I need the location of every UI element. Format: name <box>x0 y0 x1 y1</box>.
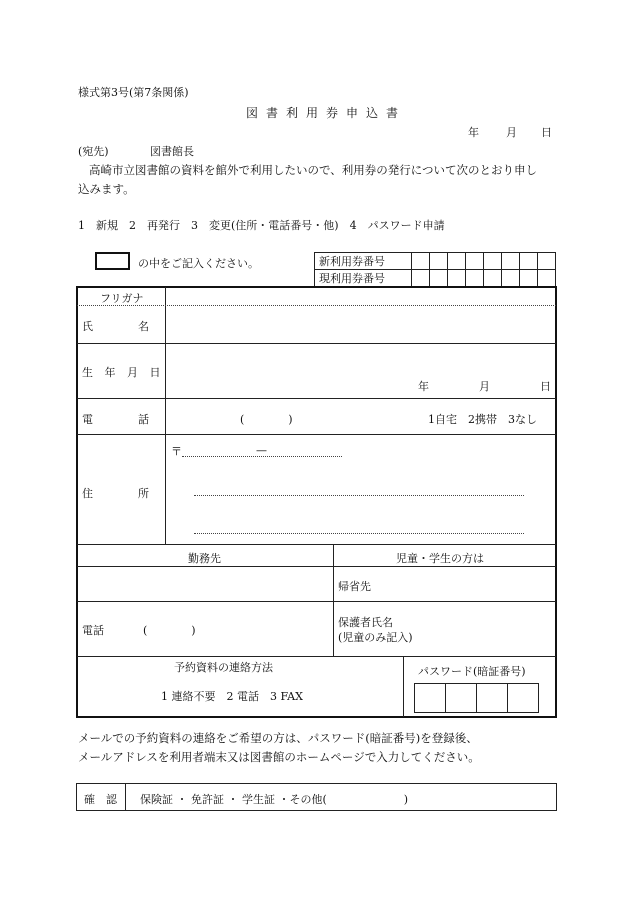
new-card-digit[interactable] <box>502 253 520 270</box>
password-digit-3[interactable] <box>476 683 508 713</box>
current-card-digit[interactable] <box>484 270 502 287</box>
confirmation-divider <box>125 783 126 811</box>
phone-area-code-paren[interactable]: ( ) <box>240 413 293 426</box>
current-card-digit[interactable] <box>466 270 484 287</box>
current-card-digit[interactable] <box>448 270 466 287</box>
contact-method-label: 予約資料の連絡方法 <box>174 661 273 674</box>
new-card-digit[interactable] <box>484 253 502 270</box>
phone-label: 電 話 <box>82 413 152 426</box>
work-phone-label: 電話 <box>82 624 104 637</box>
form-number: 様式第3号(第7条関係) <box>78 86 189 99</box>
label-column-divider <box>165 287 166 544</box>
postal-code-dash: — <box>256 444 267 457</box>
furigana-label: フリガナ <box>100 292 144 305</box>
date-year-label: 年 <box>468 126 479 139</box>
password-digit-4[interactable] <box>507 683 539 713</box>
work-header-bottom <box>77 566 556 567</box>
address-line-1[interactable] <box>194 495 524 496</box>
password-label: パスワード(暗証番号) <box>418 665 526 678</box>
request-type-options[interactable]: 1 新規 2 再発行 3 変更(住所・電話番号・他) 4 パスワード申請 <box>78 219 445 232</box>
address-label: 住 所 <box>82 487 152 500</box>
furigana-divider <box>77 305 556 306</box>
date-day-label: 日 <box>541 126 552 139</box>
current-card-digit[interactable] <box>430 270 448 287</box>
confirmation-label: 確 認 <box>84 793 117 806</box>
phone-row-bottom <box>77 434 556 435</box>
email-note-line2: メールアドレスを利用者端末又は図書館のホームページで入力してください。 <box>78 750 480 764</box>
password-digit-2[interactable] <box>445 683 477 713</box>
new-card-digit[interactable] <box>448 253 466 270</box>
password-digit-1[interactable] <box>414 683 446 713</box>
addressee-name: 図書館長 <box>150 145 194 158</box>
postal-code-mark: 〒 <box>171 445 182 458</box>
birth-month-unit: 月 <box>479 380 490 393</box>
name-label: 氏 名 <box>82 320 152 333</box>
hometown-label: 帰省先 <box>338 580 371 593</box>
new-card-digit[interactable] <box>538 253 556 270</box>
intro-text-line2: 込みます。 <box>78 182 135 196</box>
name-row-bottom <box>77 343 556 344</box>
new-card-number-label: 新利用券番号 <box>315 253 412 270</box>
address-row-bottom <box>77 544 556 545</box>
page-title: 図書利用券申込書 <box>246 106 407 120</box>
contact-password-divider <box>403 656 404 717</box>
addressee-prefix: (宛先) <box>78 145 109 158</box>
guardian-note: (児童のみ記入) <box>338 631 413 644</box>
new-card-digit[interactable] <box>520 253 538 270</box>
work-phone-paren[interactable]: ( ) <box>143 624 196 637</box>
applicant-info-box <box>76 286 557 718</box>
current-card-number-label: 現利用券番号 <box>315 270 412 287</box>
address-line-2[interactable] <box>194 533 524 534</box>
work-student-divider <box>333 544 334 656</box>
new-card-digit[interactable] <box>430 253 448 270</box>
current-card-digit[interactable] <box>520 270 538 287</box>
birth-date-label: 生 年 月 日 <box>82 366 165 379</box>
birth-row-bottom <box>77 398 556 399</box>
current-card-digit[interactable] <box>412 270 430 287</box>
phone-type-options[interactable]: 1自宅 2携帯 3なし <box>428 413 537 426</box>
guardian-name-label: 保護者氏名 <box>338 616 393 629</box>
student-label: 児童・学生の方は <box>396 552 484 565</box>
instruction-text: の中をご記入ください。 <box>138 257 259 270</box>
new-card-digit[interactable] <box>412 253 430 270</box>
instruction-sample-box <box>95 252 130 270</box>
contact-method-options[interactable]: 1 連絡不要 2 電話 3 FAX <box>161 690 303 703</box>
new-card-digit[interactable] <box>466 253 484 270</box>
confirmation-id-options[interactable]: 保険証 ・ 免許証 ・ 学生証 ・その他( ) <box>140 793 409 806</box>
birth-year-unit: 年 <box>418 380 429 393</box>
current-card-digit[interactable] <box>538 270 556 287</box>
work-phone-row-bottom <box>77 656 556 657</box>
intro-text-line1: 高崎市立図書館の資料を館外で利用したいので、利用券の発行について次のとおり申し <box>89 163 538 177</box>
birth-day-unit: 日 <box>540 380 551 393</box>
current-card-digit[interactable] <box>502 270 520 287</box>
date-month-label: 月 <box>506 126 517 139</box>
workplace-label: 勤務先 <box>188 552 221 565</box>
work-row-bottom <box>77 601 556 602</box>
email-note-line1: メールでの予約資料の連絡をご希望の方は、パスワード(暗証番号)を登録後、 <box>78 731 478 745</box>
card-number-table <box>314 252 556 287</box>
